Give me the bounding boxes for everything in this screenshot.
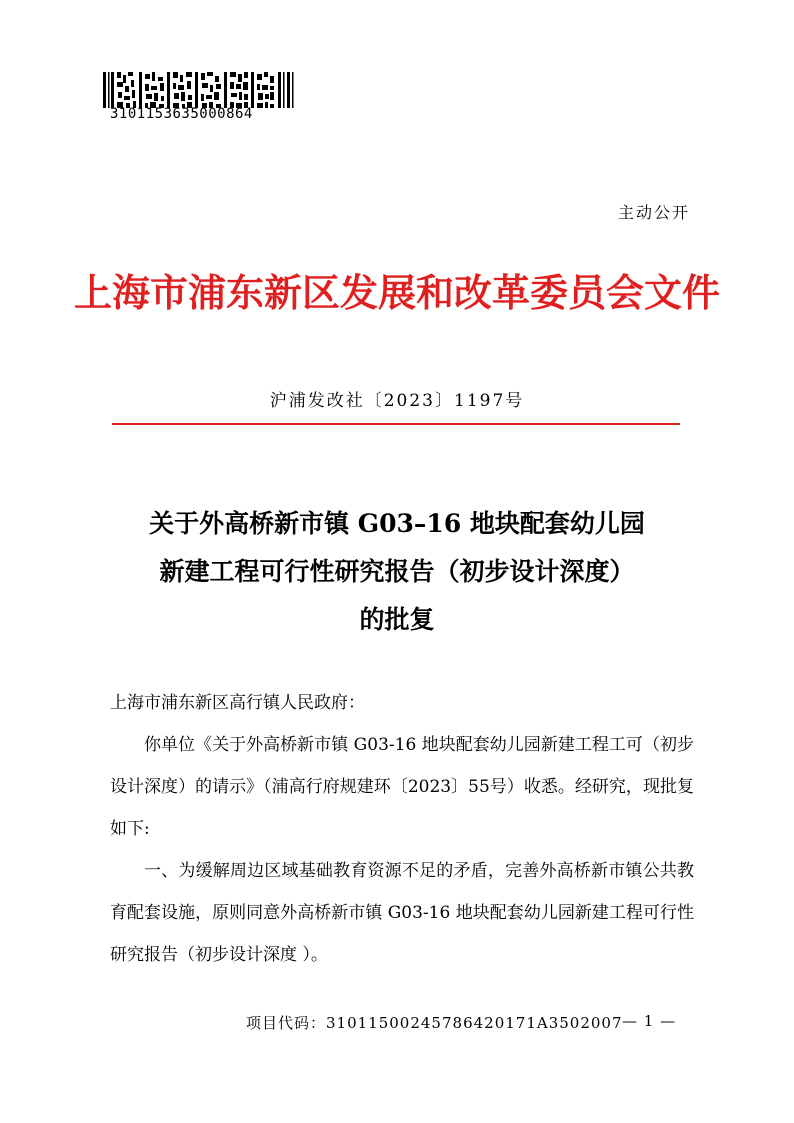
page-number: — 1 — — [622, 1012, 677, 1030]
document-body — [110, 682, 694, 976]
document-number: 沪浦发改社〔2023〕1197号 — [269, 391, 525, 411]
paragraph-1: 你单位《关于外高桥新市镇 G03-16 地块配套幼儿园新建工程工可（初步设计深度）的请示》（浦高行府规建环〔2023〕55号）收悉。经研究，现批复如下: — [110, 735, 694, 839]
title-line-3: 的批复 — [359, 605, 435, 634]
red-separator-line — [112, 423, 680, 425]
issuing-org-title: 上海市浦东新区发展和改革委员会文件 — [73, 270, 720, 315]
disclosure-label: 主动公开 — [617, 203, 690, 222]
project-code: 项目代码：31011500245786420171A3502007 — [246, 1014, 623, 1032]
paragraph-2: 一、为缓解周边区域基础教育资源不足的矛盾，完善外高桥新市镇公共教育配套设施，原则同意外高桥新市镇 G03-16 地块配套幼儿园新建工程可行性研究报告（初步设计深度 ）。 — [110, 861, 694, 965]
barcode-number: 3101153635000864 — [110, 106, 253, 122]
barcode-image — [103, 72, 295, 108]
addressee: 上海市浦东新区高行镇人民政府： — [110, 693, 365, 713]
title-line-2: 新建工程可行性研究报告（初步设计深度） — [159, 557, 635, 586]
title-line-1: 关于外高桥新市镇 G03–16 地块配套幼儿园 — [149, 509, 645, 538]
document-title — [100, 500, 694, 644]
